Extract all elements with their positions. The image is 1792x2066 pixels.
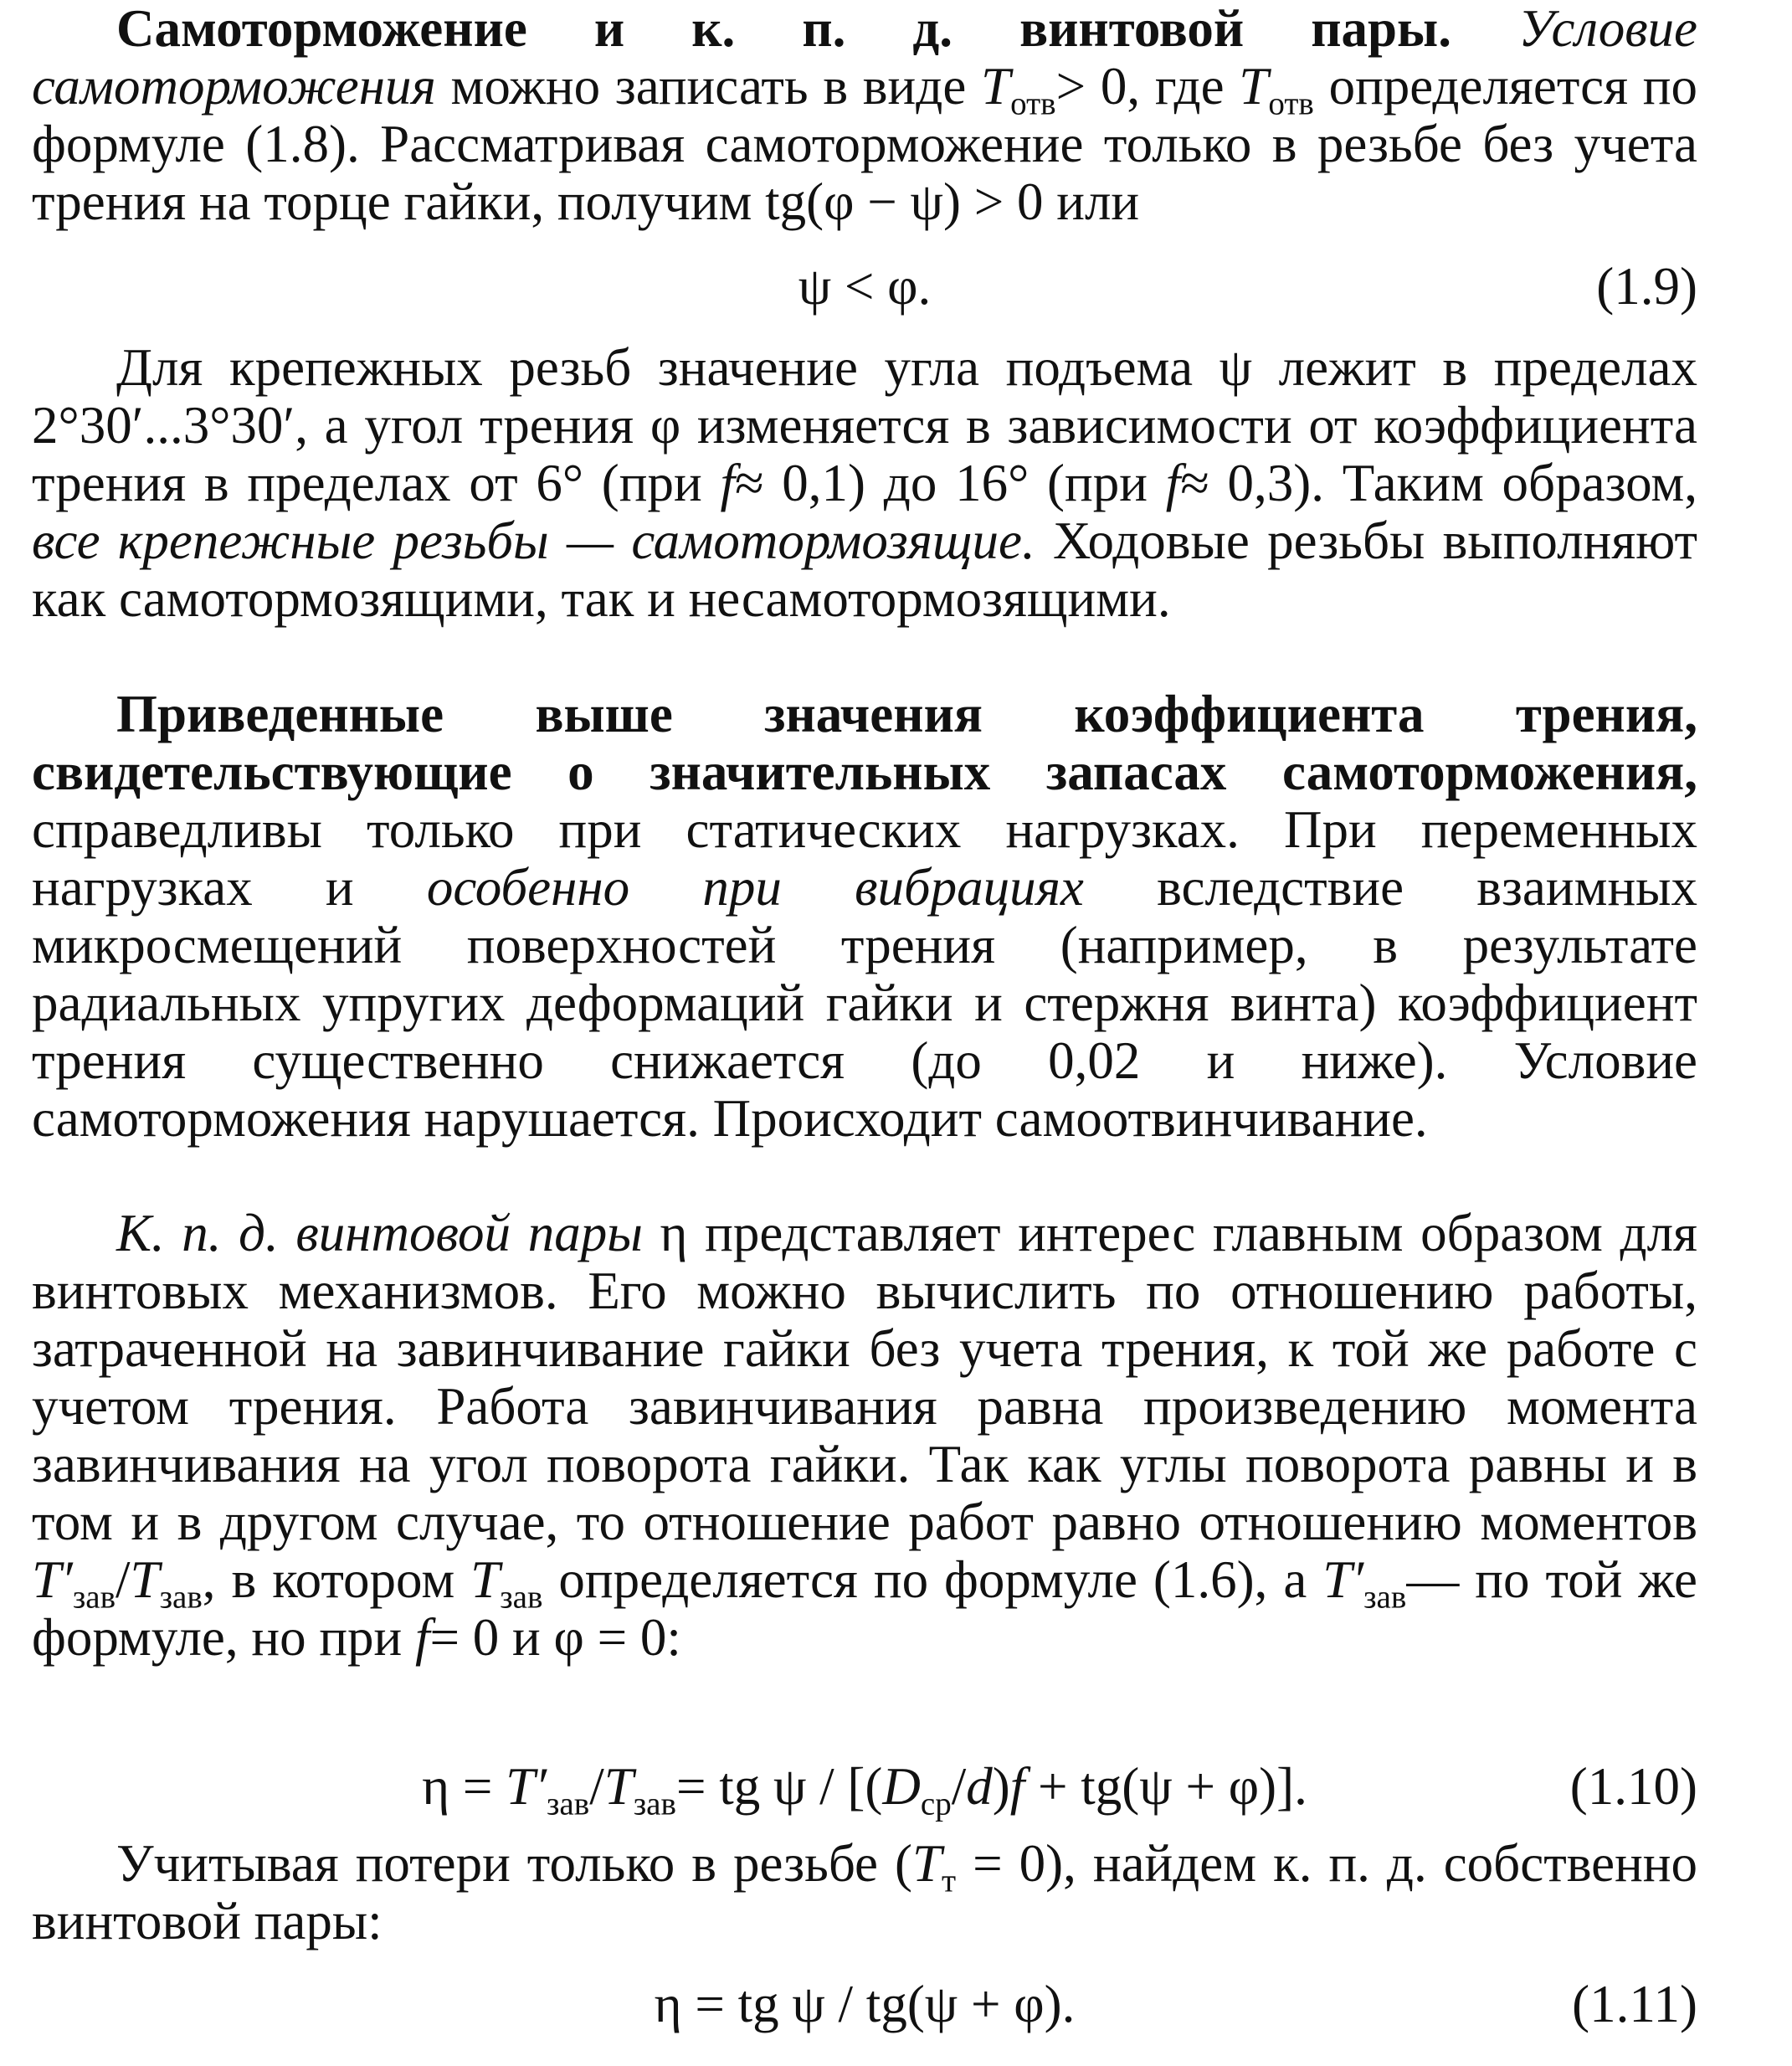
formula-expression: ψ < φ. — [798, 257, 932, 316]
formula-expression: $\eta = T'_{зав}/T_{зав}=$ tg $\psi / [(D_{ср}/d)f + tg(\psi + \varphi)]$. — [422, 1757, 1307, 1822]
paragraph-vibration: Приведенные выше значения коэффициента трения, свидетельствующие о значительных запасах самоторможения, справедливы только при статических нагрузках. При переменных нагрузках и особенно при вибрациях вследствие взаимных микросмещений поверхностей трения (например, в результате радиальных упругих деформаций гайки и стержня винта) коэффициент трения существенно снижается (до 0,02 и ниже). Условие самоторможения нарушается. Происходит самоотвинчивание. — [32, 685, 1698, 1148]
paragraph-self-braking: Самоторможение и к. п. д. винтовой пары. Условие самоторможения можно записать в виде $T_{отв}> 0$, где $T_{отв}$ определяется по формуле (1.8). Рассматривая самоторможение только в резьбе без учета трения на торце гайки, получим tg(φ − ψ) > 0 или — [32, 0, 1698, 231]
formula-1-10 — [32, 1757, 1697, 1822]
bold-lead: Приведенные выше значения коэффициента трения, свидетельствующие о значительных запасах самоторможения, — [32, 685, 1697, 801]
italic-term: Условие самоторможения — [32, 0, 1698, 116]
formula-expression: η = tg ψ / tg(ψ + φ). — [654, 1975, 1076, 2033]
section-heading: Самоторможение и к. п. д. винтовой пары. — [116, 0, 1451, 58]
formula-1-11 — [32, 1976, 1697, 2033]
equation-number: (1.11) — [1572, 1975, 1697, 2033]
paragraph-efficiency: К. п. д. винтовой пары η представляет интерес главным образом для винтовых механизмов. Его можно вычислить по отношению работы, затраченной на завинчивание гайки без учета трения, к той же работе с учетом трения. Работа завинчивания равна произведению момента завинчивания на угол поворота гайки. Так как углы поворота равны и в том и в другом случае, то отношение работ равно отношению моментов $T'_{зав}/T_{зав}$, в котором $T_{зав}$ определяется по формуле (1.6), а $T'_{зав}—$ по той же формуле, но при f= 0 и φ = 0: — [32, 1204, 1698, 1667]
paragraph-thread-losses: Учитывая потери только в резьбе $(T_т = 0)$, найдем к. п. д. собственно винтовой пары: — [32, 1834, 1697, 1950]
paragraph-thread-angles: Для крепежных резьб значение угла подъема ψ лежит в пределах 2°30′...3°30′, а угол трения φ изменяется в зависимости от коэффициента трения в пределах от 6° (при f≈ 0,1) до 16° (при f≈ 0,3). Таким образом, все крепежные резьбы — самотормозящие. Ходовые резьбы выполняют как самотормозящими, так и несамотормозящими. — [32, 338, 1698, 628]
italic-term: К. п. д. винтовой пары — [116, 1204, 643, 1262]
equation-number: (1.9) — [1596, 257, 1697, 316]
formula-1-9 — [32, 258, 1697, 316]
italic-conclusion: все крепежные резьбы — самотормозящие. — [32, 511, 1035, 570]
equation-number: (1.10) — [1569, 1757, 1697, 1816]
